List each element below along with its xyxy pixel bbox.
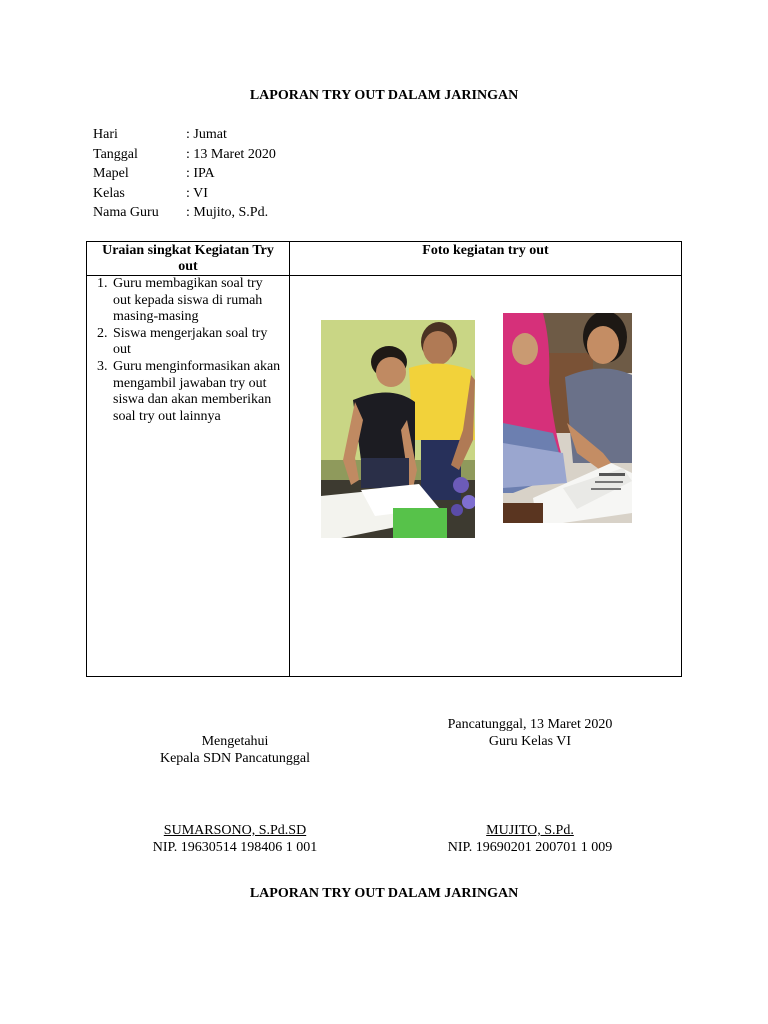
activity-photo-1 bbox=[321, 320, 475, 538]
signature-nip: NIP. 19630514 198406 1 001 bbox=[152, 840, 318, 855]
signature-line1: Pancatunggal, 13 Maret 2020 bbox=[447, 717, 613, 732]
signature-name: MUJITO, S.Pd. bbox=[486, 823, 574, 838]
signature-block-headmaster bbox=[130, 733, 340, 856]
info-value: : IPA bbox=[186, 166, 215, 181]
list-item: 3. Guru menginformasikan akan mengambil jawaban try out siswa dan akan memberikan soal try out lainnya bbox=[111, 359, 283, 425]
signature-line1: Mengetahui bbox=[201, 734, 269, 749]
info-row-tanggal bbox=[93, 145, 276, 165]
list-item: 1. Guru membagikan soal try out kepada siswa di rumah masing-masing bbox=[111, 276, 283, 326]
signature-line2: Kepala SDN Pancatunggal bbox=[159, 751, 311, 766]
info-value: : VI bbox=[186, 185, 208, 201]
document-title: LAPORAN TRY OUT DALAM JARINGAN bbox=[249, 88, 519, 103]
info-row-nama-guru bbox=[93, 203, 276, 223]
report-table bbox=[86, 241, 682, 677]
activity-cell bbox=[87, 276, 290, 677]
activity-photo-2 bbox=[503, 313, 632, 523]
signature-line2: Guru Kelas VI bbox=[488, 734, 572, 749]
info-block bbox=[93, 125, 276, 223]
info-row-hari bbox=[93, 125, 276, 145]
info-row-kelas bbox=[93, 184, 276, 204]
info-label: Hari bbox=[93, 127, 118, 142]
info-label: Kelas bbox=[93, 185, 125, 201]
info-value: : Mujito, S.Pd. bbox=[186, 205, 269, 220]
list-item: 2. Siswa mengerjakan soal try out bbox=[111, 326, 283, 359]
info-label: Nama Guru bbox=[93, 205, 159, 220]
photo-cell bbox=[290, 276, 682, 677]
photo-image bbox=[321, 320, 475, 538]
info-row-mapel bbox=[93, 164, 276, 184]
info-label: Mapel bbox=[93, 166, 129, 181]
table-row bbox=[87, 276, 682, 677]
activity-header: Uraian singkat Kegiatan Try out bbox=[87, 242, 290, 276]
footer-title: LAPORAN TRY OUT DALAM JARINGAN bbox=[249, 886, 519, 901]
photo-header: Foto kegiatan try out bbox=[290, 242, 682, 276]
signature-name: SUMARSONO, S.Pd.SD bbox=[163, 823, 307, 838]
info-label: Tanggal bbox=[93, 146, 138, 162]
info-value: : Jumat bbox=[186, 127, 227, 142]
info-value: : 13 Maret 2020 bbox=[186, 146, 276, 162]
signature-nip: NIP. 19690201 200701 1 009 bbox=[447, 840, 613, 855]
activity-list bbox=[87, 276, 289, 425]
photo-image bbox=[503, 313, 632, 523]
table-header-row bbox=[87, 242, 682, 276]
signature-block-teacher bbox=[420, 716, 640, 856]
